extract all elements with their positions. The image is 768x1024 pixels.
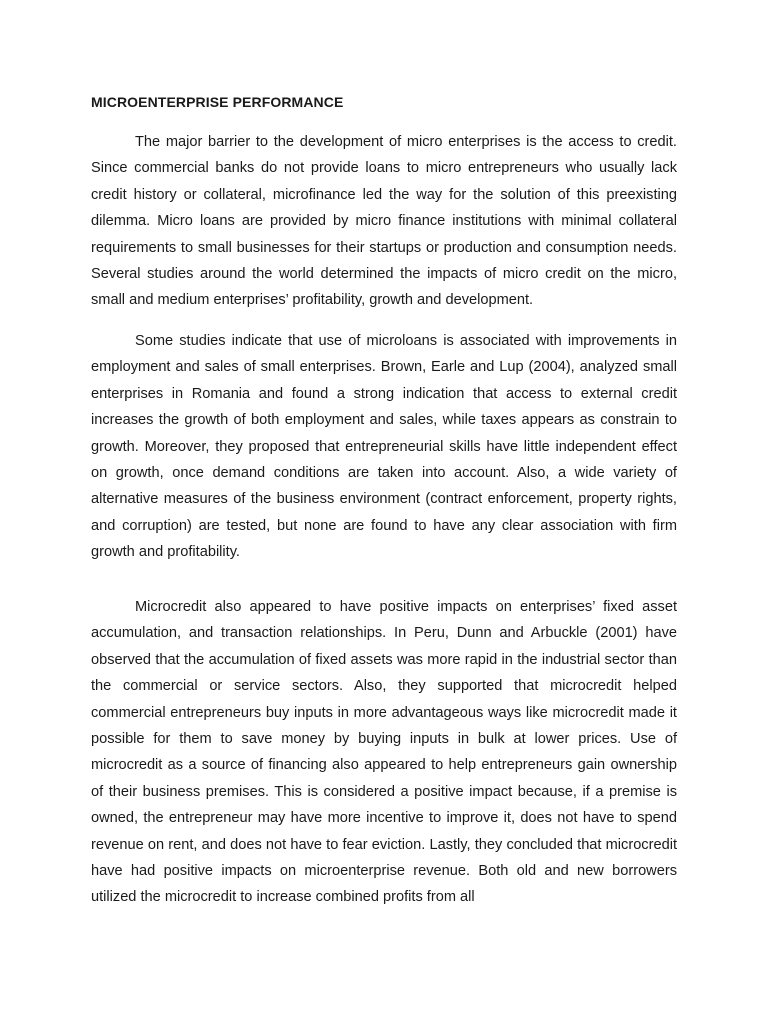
paragraph-fixed-asset-impacts: Microcredit also appeared to have positive impacts on enterprises’ fixed asset accumulation, and transaction relationships. In Peru, Dunn and Arbuckle (2001) have observed that the accumulation of fixed assets was more rapid in the industrial sector than the commercial or service sectors. Also, they supported that microcredit helped commercial entrepreneurs buy inputs in more advantageous ways like microcredit made it possible for them to save money by buying inputs in bulk at lower prices. Use of microcredit as a source of financing also appeared to help entrepreneurs gain ownership of their business premises. This is considered a positive impact because, if a premise is owned, the entrepreneur may have more incentive to improve it, does not have to spend revenue on rent, and does not have to fear eviction. Lastly, they concluded that microcredit have had positive impacts on microenterprise revenue. Both old and new borrowers utilized the microcredit to increase combined profits from all bbox=[91, 599, 677, 906]
paragraph-credit-access: The major barrier to the development of micro enterprises is the access to credit. Since commercial banks do not provide loans to micro entrepreneurs who usually lack credit history or collateral, microfinance led the way for the solution of this preexisting dilemma. Micro loans are provided by micro finance institutions with minimal collateral requirements to small businesses for their startups or production and consumption needs. Several studies around the world determined the impacts of micro credit on the micro, small and medium enterprises’ profitability, growth and development. bbox=[91, 134, 677, 309]
section-heading: MICROENTERPRISE PERFORMANCE bbox=[91, 94, 344, 110]
paragraph-microloan-studies: Some studies indicate that use of microloans is associated with improvements in employment and sales of small enterprises. Brown, Earle and Lup (2004), analyzed small enterprises in Romania and found a strong indication that access to external credit increases the growth of both employment and sales, while taxes appears as constrain to growth. Moreover, they proposed that entrepreneurial skills have little independent effect on growth, once demand conditions are taken into account. Also, a wide variety of alternative measures of the business environment (contract enforcement, property rights, and corruption) are tested, but none are found to have any clear association with firm growth and profitability. bbox=[91, 333, 677, 561]
